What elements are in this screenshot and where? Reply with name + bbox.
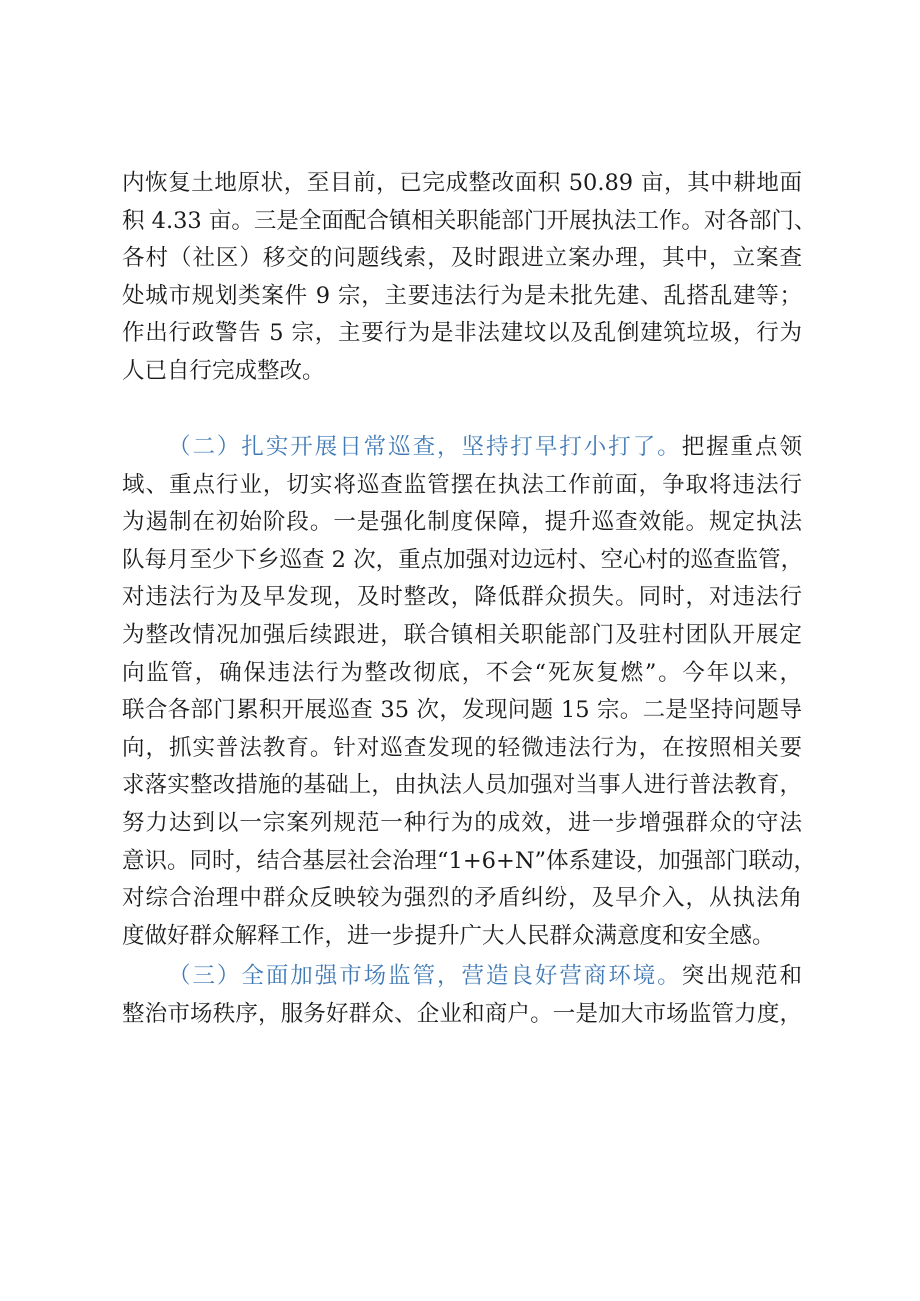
- paragraph-1-line: 积 4.33 亩。三是全面配合镇相关职能部门开展执法工作。对各部门、: [122, 207, 817, 234]
- paragraph-1: [122, 165, 817, 391]
- paragraph-2: [122, 429, 817, 955]
- paragraph-2-line: 意识。同时，结合基层社会治理“1+6+N”体系建设，加强部门联动，: [122, 847, 817, 874]
- paragraph-2-line: 为遏制在初始阶段。一是强化制度保障，提升巡查效能。规定执法: [122, 509, 802, 536]
- paragraph-2-line: 对违法行为及早发现，及时整改，降低群众损失。同时，对违法行: [122, 584, 802, 611]
- section-heading-2: （二）扎实开展日常巡查，坚持打早打小打了。: [168, 434, 682, 460]
- paragraph-2-line: 联合各部门累积开展巡查 35 次，发现问题 15 宗。二是坚持问题导: [122, 697, 802, 724]
- paragraph-3-line: 整治市场秩序，服务好群众、企业和商户。一是加大市场监管力度，: [122, 1000, 802, 1027]
- paragraph-2-first-line: [122, 429, 802, 467]
- paragraph-2-line: 队每月至少下乡巡查 2 次，重点加强对边远村、空心村的巡查监管，: [122, 546, 804, 573]
- paragraph-2-line: 域、重点行业，切实将巡查监管摆在执法工作前面，争取将违法行: [122, 471, 802, 498]
- paragraph-2-line: 求落实整改措施的基础上，由执法人员加强对当事人进行普法教育，: [122, 772, 802, 799]
- paragraph-2-line: 度做好群众解释工作，进一步提升广大人民群众满意度和安全感。: [122, 922, 775, 949]
- paragraph-3: [122, 958, 802, 1033]
- section-heading-3: （三）全面加强市场监管，营造良好营商环境。: [168, 963, 682, 989]
- paragraph-2-first-line-rest: 把握重点领: [681, 434, 802, 460]
- paragraph-2-line: 向，抓实普法教育。针对巡查发现的轻微违法行为，在按照相关要: [122, 734, 802, 761]
- paragraph-2-line: 努力达到以一宗案列规范一种行为的成效，进一步增强群众的守法: [122, 809, 802, 836]
- paragraph-1-line: 各村（社区）移交的问题线索，及时跟进立案办理，其中，立案查: [122, 245, 802, 272]
- paragraph-2-line: 向监管，确保违法行为整改彻底，不会“死灰复燃”。今年以来，: [122, 659, 802, 686]
- paragraph-1-line: 内恢复土地原状，至目前，已完成整改面积 50.89 亩，其中耕地面: [122, 170, 802, 196]
- paragraph-2-line: 为整改情况加强后续跟进，联合镇相关职能部门及驻村团队开展定: [122, 621, 802, 648]
- paragraph-1-line: 作出行政警告 5 宗，主要行为是非法建坟以及乱倒建筑垃圾，行为: [122, 320, 802, 347]
- paragraph-1-line: 处城市规划类案件 9 宗，主要违法行为是未批先建、乱搭乱建等；: [122, 282, 802, 309]
- paragraph-3-first-line: [122, 958, 802, 996]
- paragraph-3-first-line-rest: 突出规范和: [681, 963, 802, 989]
- paragraph-1-line: 人已自行完成整改。: [122, 357, 325, 384]
- paragraph-2-line: 对综合治理中群众反映较为强烈的矛盾纠纷，及早介入，从执法角: [122, 885, 802, 912]
